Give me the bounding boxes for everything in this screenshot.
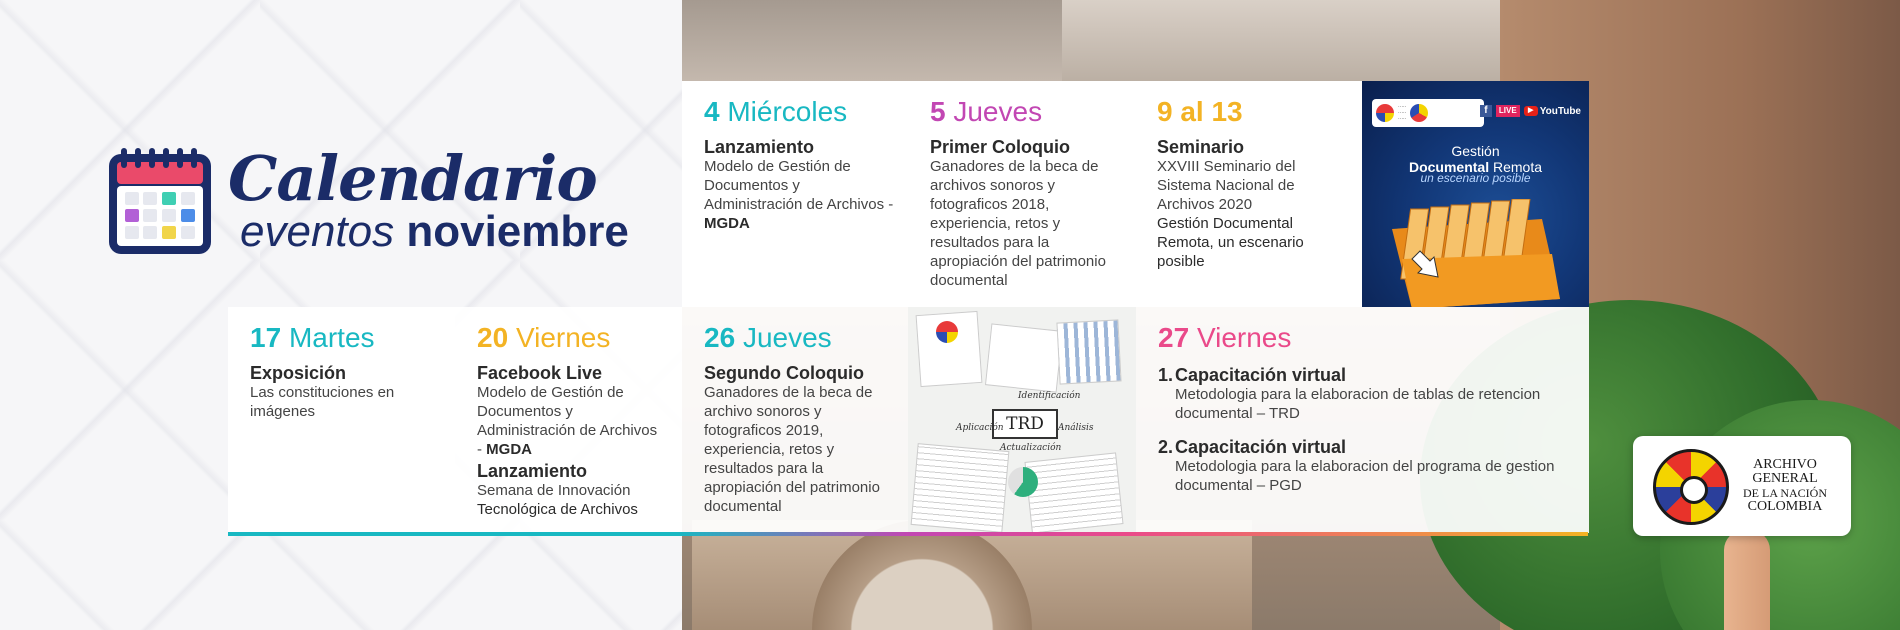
item-desc: Metodologia para la elaboracion del programa de gestion documental – PGD [1175, 458, 1555, 494]
chart-sheet [1056, 319, 1121, 384]
table-sheet [1024, 452, 1123, 533]
event-weekday: Jueves [742, 322, 832, 353]
item-title: Capacitación virtual [1175, 365, 1347, 385]
logo-line: COLOMBIA [1747, 499, 1823, 514]
event-body-text: Modelo de Gestión de Documentos y Administración de Archivos - [477, 384, 658, 458]
event-title-2: Lanzamiento [477, 461, 588, 481]
hand-holding-logo [1724, 530, 1770, 630]
agn-logo-text [1743, 458, 1827, 514]
youtube-badge [1524, 106, 1581, 117]
agn-logo-icon [1376, 104, 1394, 122]
promo-subtitle: un escenario posible [1420, 171, 1531, 185]
folders-icon [1392, 199, 1562, 307]
youtube-label: YouTube [1539, 105, 1581, 117]
gradient-divider [228, 532, 1588, 536]
event-list-item [1158, 437, 1589, 495]
event-day-number: 20 [477, 322, 509, 353]
event-day-number: 17 [250, 322, 282, 353]
logo-line: ARCHIVO [1753, 457, 1817, 472]
item-number: 2. [1158, 437, 1174, 457]
page-title: Calendario [228, 142, 597, 215]
event-body-2-bold: Tecnológica de Archivos [477, 501, 638, 518]
event-card-20 [455, 307, 682, 533]
logo-line: GENERAL [1752, 471, 1818, 486]
event-day-number: 4 [704, 96, 720, 127]
event-body-bold: Gestión Documental Remota, un escenario posible [1157, 215, 1304, 270]
agn-logo [1633, 436, 1851, 536]
page-subtitle [240, 207, 629, 257]
event-title: Segundo Coloquio [704, 363, 864, 383]
event-card-27 [1136, 307, 1589, 533]
promo-logos [1372, 99, 1484, 127]
event-card-17 [228, 307, 455, 533]
event-date [930, 95, 1135, 129]
event-card-9 [1135, 81, 1362, 307]
subtitle-bold: noviembre [406, 207, 629, 256]
event-title: Seminario [1157, 137, 1245, 157]
promo-logo-text: ····· ····· ····· [1398, 104, 1407, 122]
calendar-icon [107, 148, 213, 256]
facebook-icon: f [1480, 105, 1492, 117]
promo-title-c: Remota [1492, 159, 1543, 175]
event-title: Lanzamiento [704, 137, 815, 157]
item-number: 1. [1158, 365, 1174, 385]
trd-box: TRD [992, 409, 1058, 439]
event-card-4 [682, 81, 908, 307]
item-title: Capacitación virtual [1175, 437, 1347, 457]
event-day-number: 9 al 13 [1157, 96, 1243, 127]
event-weekday: Viernes [515, 322, 611, 353]
event-date [1157, 95, 1362, 129]
agn-logo-icon [936, 321, 958, 343]
logo-line: DE LA NACIÓN [1743, 486, 1827, 500]
event-date [477, 321, 682, 355]
photo-roof [1062, 0, 1522, 90]
event-weekday: Miércoles [727, 96, 848, 127]
promo-title-b: Documental [1408, 159, 1490, 175]
promo-social [1480, 105, 1581, 117]
event-card-5 [908, 81, 1135, 307]
event-body [477, 383, 662, 459]
event-body-2: Semana de Innovación [477, 482, 631, 499]
subtitle-italic: eventos [240, 207, 395, 256]
youtube-icon: ▶ [1524, 106, 1538, 116]
paper-sheet [985, 323, 1063, 392]
agn-seal-icon [1653, 449, 1729, 525]
event-day-number: 26 [704, 322, 736, 353]
event-title: Facebook Live [477, 363, 603, 383]
event-day-number: 27 [1158, 322, 1190, 353]
trd-label: Análisis [1058, 423, 1094, 433]
table-sheet [911, 443, 1010, 533]
event-date [250, 321, 455, 355]
event-date [1158, 321, 1589, 355]
event-body-text: Modelo de Gestión de Documentos y Administración de Archivos - [704, 158, 894, 213]
event-title: Primer Coloquio [930, 137, 1071, 157]
event-title: Exposición [250, 363, 347, 383]
live-badge: LIVE [1496, 105, 1520, 117]
item-content [1175, 437, 1555, 495]
promo-image-gestion-documental [1362, 81, 1589, 307]
item-content [1175, 365, 1555, 423]
event-card-26 [682, 307, 908, 533]
event-body-bold: MGDA [486, 441, 532, 458]
trd-label: Identificación [1018, 391, 1081, 401]
event-body-bold: MGDA [704, 215, 750, 232]
trd-illustration [908, 307, 1136, 533]
event-date [704, 321, 908, 355]
event-date [704, 95, 908, 129]
event-weekday: Viernes [1196, 322, 1292, 353]
event-body: XXVIII Seminario del Sistema Nacional de Archivos 2020 [1157, 158, 1296, 213]
event-weekday: Jueves [953, 96, 1043, 127]
event-day-number: 5 [930, 96, 946, 127]
promo-title-a: Gestión [1451, 143, 1500, 159]
pie-icon [1008, 467, 1038, 497]
item-desc: Metodologia para la elaboracion de tablas de retencion documental – TRD [1175, 386, 1541, 422]
trd-label: Actualización [1000, 443, 1062, 453]
event-list-item [1158, 365, 1589, 423]
event-body [704, 157, 894, 233]
event-body: Las constituciones en imágenes [250, 384, 395, 420]
partner-logo-icon [1410, 104, 1428, 122]
trd-label: Aplicación [956, 423, 1004, 433]
event-body: Ganadores de la beca de archivo sonoros y fotograficos 2019, experiencia, retos y resultados para la apropiación del patrimonio documental [704, 384, 880, 515]
event-body: Ganadores de la beca de archivos sonoros y fotograficos 2018, experiencia, retos y resultados para la apropiación del patrimonio documental [930, 158, 1106, 289]
event-weekday: Martes [288, 322, 375, 353]
